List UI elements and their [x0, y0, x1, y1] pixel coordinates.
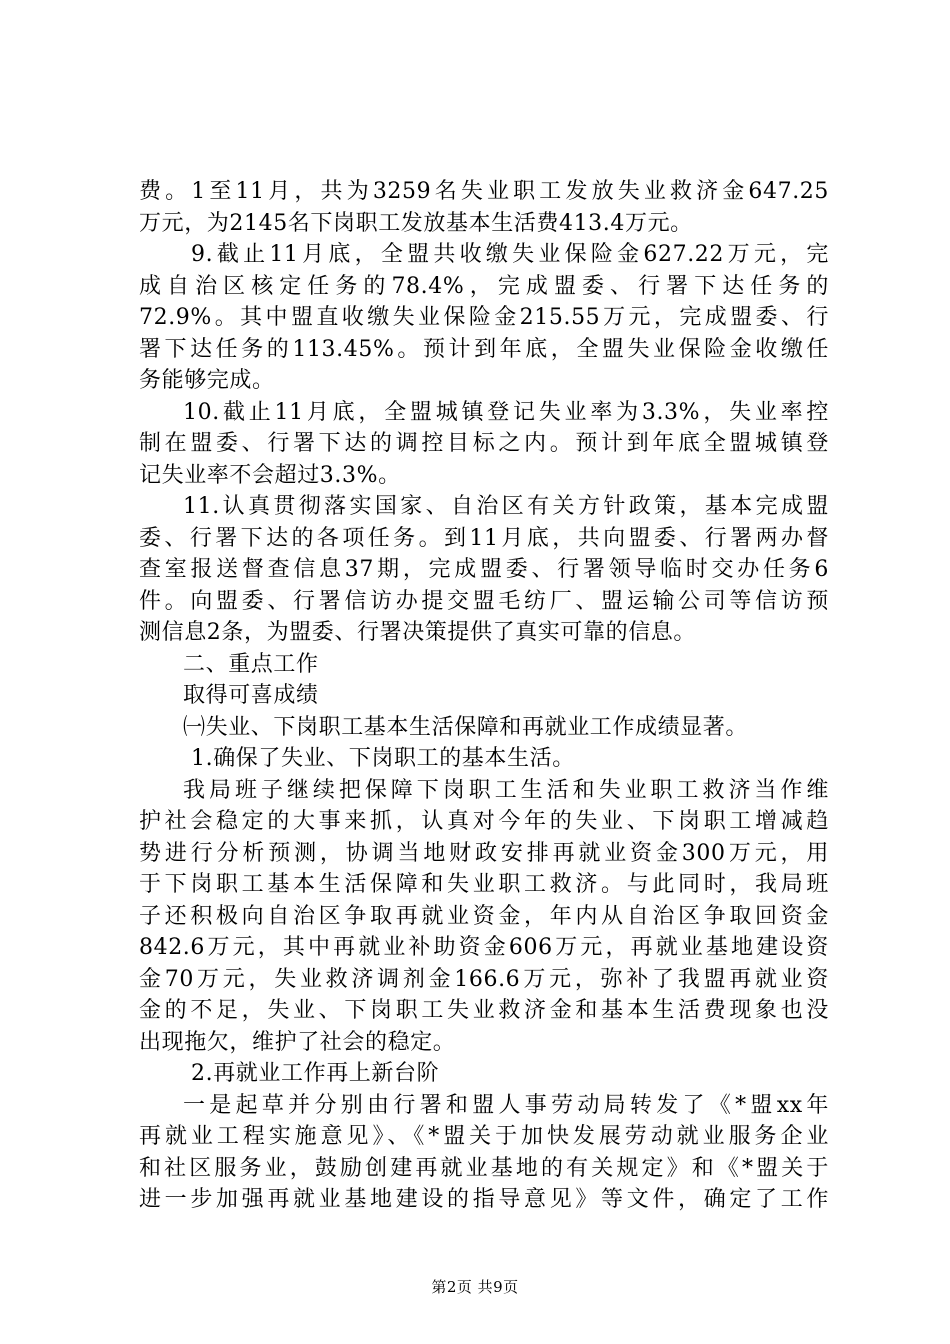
text-line: 一是起草并分别由行署和盟人事劳动局转发了《*盟xx年 [183, 1092, 829, 1118]
document-body [139, 176, 829, 1216]
text-line: 二、重点工作 [183, 651, 319, 677]
text-line: 金的不足，失业、下岗职工失业救济金和基本生活费现象也没 [139, 998, 829, 1023]
text-line: 测信息2条，为盟委、行署决策提供了真实可靠的信息。 [139, 620, 696, 645]
text-line: ㈠失业、下岗职工基本生活保障和再就业工作成绩显著。 [183, 714, 749, 740]
text-line: 查室报送督查信息37期，完成盟委、行署领导临时交办任务6 [139, 557, 829, 582]
text-line: 72.9%。其中盟直收缴失业保险金215.55万元，完成盟委、行 [139, 305, 829, 330]
text-line: 于下岗职工基本生活保障和失业职工救济。与此同时，我局班 [139, 872, 829, 897]
text-line: 进一步加强再就业基地建设的指导意见》等文件，确定了工作 [139, 1187, 829, 1212]
text-line: 护社会稳定的大事来抓，认真对今年的失业、下岗职工增减趋 [139, 809, 829, 834]
text-line: 委、行署下达的各项任务。到11月底，共向盟委、行署两办督 [139, 525, 829, 551]
page-footer [0, 1276, 950, 1297]
text-line: 1.确保了失业、下岗职工的基本生活。 [191, 746, 575, 771]
page-number: 第2页 共9页 [431, 1278, 519, 1296]
text-line: 11.认真贯彻落实国家、自治区有关方针政策，基本完成盟 [183, 494, 829, 519]
text-line: 取得可喜成绩 [183, 683, 319, 708]
text-line: 件。向盟委、行署信访办提交盟毛纺厂、盟运输公司等信访预 [139, 588, 829, 614]
text-line: 署下达任务的113.45%。预计到年底，全盟失业保险金收缴任 [139, 336, 829, 362]
text-line: 费。1至11月，共为3259名失业职工发放失业救济金647.25 [139, 179, 829, 204]
text-line: 势进行分析预测，协调当地财政安排再就业资金300万元，用 [139, 840, 829, 866]
text-line: 金70万元，失业救济调剂金166.6万元，弥补了我盟再就业资 [139, 966, 829, 992]
text-line: 9.截止11月底，全盟共收缴失业保险金627.22万元，完 [191, 242, 829, 267]
text-line: 2.再就业工作再上新台阶 [191, 1061, 440, 1086]
text-line: 10.截止11月底，全盟城镇登记失业率为3.3%，失业率控 [183, 399, 829, 425]
text-line: 我局班子继续把保障下岗职工生活和失业职工救济当作维 [183, 777, 829, 803]
text-line: 842.6万元，其中再就业补助资金606万元，再就业基地建设资 [139, 935, 829, 960]
text-line: 记失业率不会超过3.3%。 [139, 462, 401, 488]
text-line: 和社区服务业，鼓励创建再就业基地的有关规定》和《*盟关于 [139, 1155, 829, 1181]
text-line: 再就业工程实施意见》、《*盟关于加快发展劳动就业服务企业 [139, 1124, 829, 1149]
text-line: 制在盟委、行署下达的调控目标之内。预计到年底全盟城镇登 [139, 431, 829, 456]
text-line: 出现拖欠，维护了社会的稳定。 [139, 1029, 456, 1055]
text-line: 子还积极向自治区争取再就业资金，年内从自治区争取回资金 [139, 903, 829, 929]
text-line: 务能够完成。 [139, 368, 275, 393]
text-line: 万元，为2145名下岗职工发放基本生活费413.4万元。 [139, 210, 693, 236]
text-line: 成自治区核定任务的78.4%，完成盟委、行署下达任务的 [139, 273, 829, 299]
